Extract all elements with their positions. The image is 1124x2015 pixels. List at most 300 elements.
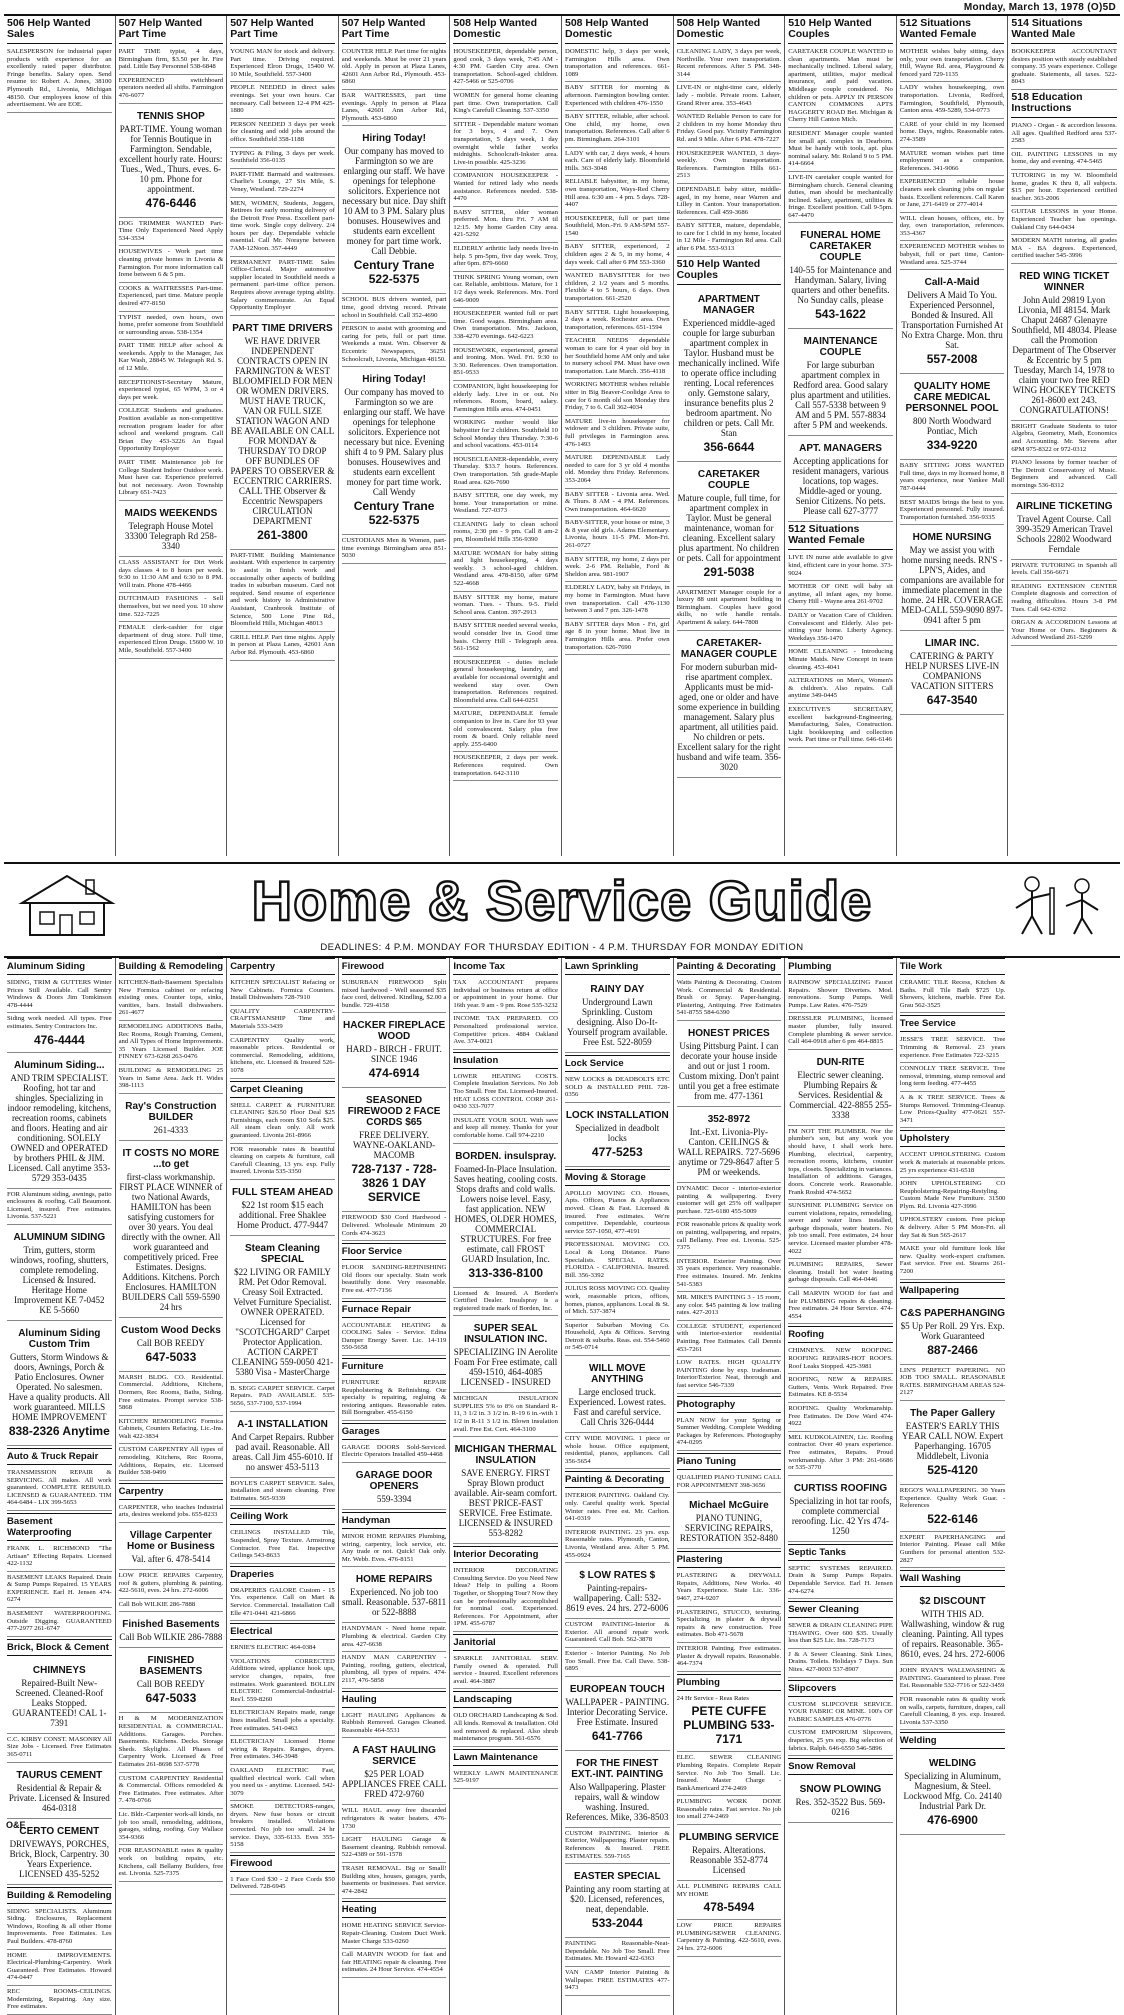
ad-text: DEPENDABLE baby sitter, middle-aged, in my home, near Warren and Lilley in Canton. Your transportation. References. Call 459-3686 (676, 185, 782, 216)
classified-ad (1011, 581, 1117, 617)
category-heading: Carpet Cleaning (230, 1081, 335, 1098)
ad-headline: Aluminum Siding Custom Trim (18, 1327, 101, 1350)
classified-ad (7, 1906, 112, 1950)
ad-headline: Steam Cleaning SPECIAL (244, 1242, 320, 1265)
classified-ad (900, 1092, 1006, 1128)
classified-ad (565, 1619, 670, 1648)
guide-column (339, 958, 451, 2015)
ad-phone: 356-6644 (703, 439, 755, 454)
classified-column (674, 16, 786, 856)
classified-ad (342, 1262, 447, 1298)
ad-text: Call BOB REEDY (136, 1337, 205, 1348)
classified-ad (119, 75, 224, 104)
ad-text: BABY SITTER, older woman preferred. Mon. thru Fri. 7 AM til 12:15. My home Garden City area. 421-5292 (453, 208, 558, 239)
ad-text: FREE DELIVERY. WAYNE-OAKLAND-MACOMB (353, 1130, 436, 1161)
ad-text: COMPANION HOUSEKEEPER - Wanted for retired lady who needs assistance. References needed. 538-4470 (453, 172, 558, 203)
ad-headline: SEASONED FIREWOOD 2 FACE CORDS $65 (347, 1095, 441, 1129)
classified-ad (342, 90, 447, 126)
classified-ad (230, 316, 335, 550)
ad-text: BABY SITTER, mature, dependable, to care for 1 child in my home, located in 12 Mile - Farmington Rd area. Call after 6 PM. 553-9313 (676, 222, 782, 253)
classified-ad (453, 1316, 558, 1393)
classified-ad (119, 1773, 224, 1809)
ad-text: HOUSEKEEPER, dependable person, good cook, 3 days week, 7:45 AM - 4:30 PM. Garden City area. Own transportation. School-aged children. 427-5466 or 525-0706 (453, 48, 558, 86)
ad-text: JOHN RYAN'S WALLWASHING & PAINTING. Guaranteed to please. Free Est. Reasonable 532-7716 or 522-3459 (899, 1667, 1006, 1690)
classified-ad (230, 1180, 335, 1236)
section-heading: 510 Help Wanted Couples (677, 257, 782, 285)
ad-text: CHIMNEYS. NEW ROOFING. ROOFING REPAIRS-HOT ROOFS. Roof Leaks Stopped. 425-3981 (788, 1347, 893, 1370)
classified-ad (342, 46, 447, 90)
category-heading: Firewood (342, 958, 447, 975)
classified-ad (453, 119, 558, 171)
classified-ad (900, 82, 1005, 118)
classified-ad (565, 517, 670, 553)
ad-headline: TAURUS CEMENT (16, 1769, 103, 1781)
ad-text: Lic. Bldr.-Carpenter work-all kinds, no job too small, remodeling, additions, garages, siding, roofing. Guy Wallace 354-9366 (118, 1810, 224, 1841)
classified-ad (453, 1565, 558, 1632)
classified-ad (119, 593, 224, 622)
ad-text: CLEANING lady to clean school rooms, 2:30 pm - 9 pm. Call 8 am-2 pm, Bloomfield Hills 356-9390 (453, 520, 558, 544)
ad-text: SIDING, TRIM & GUTTERS Winter Prices Still Available. Call Sentry Windows & Doors Jim Tomkinson 478-4444 (7, 979, 112, 1009)
ad-text: LOW PRICE REPAIRS Carpentry, roof & gutters, plumbing & painting. 422-5610, eves. 24 hrs. 272-6006 (118, 1572, 224, 1595)
ad-text: RESIDENT Manager couple wanted for small apt. complex in Dearborn. Must be handy with tools, apt. plus nominal salary. Mr. Roland 9 to 5 PM. 414-6664 (788, 129, 893, 168)
classified-ad (677, 1472, 782, 1493)
ad-text: BOYLE'S CARPET SERVICE. Sales, installation and steam cleaning. Free Estimates. 565-9339 (230, 1479, 335, 1502)
classified-ad (230, 169, 335, 198)
ad-text: INTERIOR DECORATING Consulting Service. Do you Need New Ideas? Help in pulling a Room Together, or Shopping Tour? Now they can be professionally accomplished for nominal cost. Experienced. References. For Appointment, after 1PM. 455-6787 (453, 1567, 558, 1628)
category-heading: Tile Work (900, 958, 1006, 975)
ad-text: Res. 352-3522 Bus. 569-0216 (795, 1797, 886, 1818)
ad-phone: 533-2044 (591, 1916, 643, 1931)
classified-ad (788, 1288, 893, 1324)
guide-column (450, 958, 562, 2015)
ad-text: WEEKLY LAWN MAINTENANCE 525-9197 (453, 1769, 558, 1785)
classified-ad (788, 46, 893, 128)
ad-text: $5 Up Per Roll. 29 Yrs. Exp. Work Guaranteed (900, 1320, 1005, 1341)
classified-ad (453, 1393, 558, 1437)
ad-text: LOW PRICE REPAIRS PLUMBING/SEWER CLEANING. Carpentry & Painting. 422-5610, eves. 24 hrs. 272-6006 (676, 1922, 782, 1953)
ad-text: CONNOLLY TREE SERVICE. Tree removal, trimming, stump removal and long term feeding. 477-4455 (899, 1065, 1006, 1088)
column-heading: 507 Help Wanted Part Time (119, 16, 224, 44)
ad-phone: 478-5494 (703, 1900, 755, 1915)
ad-text: TEACHER NEEDS dependable woman to care for 4 year old boy in her Southfield home AM only and take to nursery school PM. Must have own transportation. Late March. 356-4118 (564, 337, 670, 375)
ad-text: Our company has moved to Farmington so we are enlarging our staff. We have openings for telephone solicitors. Experience not necessary but nice. Day shift 10 AM to 3 PM. Salary plus bonuses. Housewives and students earn excellent money for part time work. Call Debbie. (342, 146, 446, 257)
classified-ad (119, 405, 224, 457)
ad-text: SEWER & DRAIN CLEANING PIPE THAWING. Over 600 $35. Usually less than $25 Lic. Ins. 728-7173 (788, 1622, 893, 1645)
classified-ad (342, 1834, 447, 1863)
ad-text: INTERIOR PAINTING. Oakland Cty. only. Careful quality work. Special Winter rates. Free est. Mr. Carlton. 641-0319 (564, 1492, 670, 1523)
classified-ad (900, 148, 1005, 177)
ad-headline: MICHIGAN THERMAL INSULATION (454, 1444, 557, 1467)
classified-ad (565, 1074, 670, 1103)
category-heading: Handyman (342, 1512, 447, 1529)
ad-text: YOUNG MAN for stock and delivery. Part time. Driving required. Experienced Elron Drugs, 15400 W. 10 Mile, Southfield. 557-3400 (230, 48, 335, 78)
classified-ad (565, 46, 670, 82)
classified-ad (230, 1707, 335, 1736)
ad-text: Delivers A Maid To You. Experienced Personnel, Bonded & Insured. All Transportation Furnished At No Extra Charge. Mon. thru Sat. (901, 290, 1003, 351)
classified-ad (677, 46, 782, 82)
classified-ad (565, 148, 670, 177)
ad-text: PAINTING Reasonable-Neat-Dependable. No Job Too Small. Free Estimates. Mr. Howard 422-6363 (564, 1940, 670, 1963)
ad-text: BRIGHT Graduate Students to tutor Algebra, Geometry, Math, Economics and Accounting. Mr. Stevens after 6PM 975-8322 or 972-0312 (1011, 422, 1117, 453)
ad-text: For large suburban apartment complex in Redford area. Good salary plus apartment and utilities. Call 557-5338 between 9 AM and 5 PM. 557-8834 after 5 PM and weekends. (790, 360, 891, 431)
classified-ad (788, 1259, 893, 1288)
classified-ad (565, 379, 670, 415)
classified-ad (900, 497, 1005, 526)
classified-ad (230, 119, 335, 148)
ad-text: ELEC. SEWER CLEANING Plumbing Repairs. Complete Repair Service. No Job Too Small. Lic. Insured. Master Charge - BankAmericard 274-2469 (676, 1754, 782, 1792)
ad-text: Painting-repairs-wallpapering. Call: 532-8619 eves. 24 hrs. 272-6006 (566, 1583, 669, 1614)
classified-ad (900, 631, 1005, 715)
classified-ad (677, 220, 782, 256)
classified-ad (677, 1693, 782, 1753)
classified-ad (342, 1738, 447, 1805)
ad-text: 261-4333 (153, 1124, 189, 1135)
classified-ad (900, 1589, 1006, 1665)
classified-ad (677, 1752, 782, 1796)
ad-headline: PLUMBING SERVICE (678, 1832, 779, 1844)
classified-ad (230, 1585, 335, 1621)
classified-ad (119, 1094, 224, 1141)
classified-ad (788, 552, 893, 581)
category-heading: Lock Service (565, 1055, 670, 1072)
ad-phone: 557-2008 (926, 352, 978, 367)
ad-text: ALTERATIONS on Men's, Women's & children's. Also repairs. Call anytime 349-0445 (788, 677, 893, 700)
classified-ad (119, 1648, 224, 1713)
ad-text: Repaired-Built New-Screened. Cleaned-Roof Leaks Stopped. GUARANTEED! CAL 1-7391 (12, 1677, 107, 1728)
column-heading: 507 Help Wanted Part Time (230, 16, 335, 44)
classified-ad (677, 977, 782, 1021)
classified-ad (453, 752, 558, 781)
ad-text: FOR reasonable rates & beautiful cleaning on carpets & furniture, call Carefull Cleaning, 13 yrs. exp. Fully insured. Livonia 535-3350 (230, 1145, 335, 1176)
ad-text: RECEPTIONIST-Secretary Mature, experienced typist, 65 WPM, 3 or 4 days per week. (118, 378, 224, 401)
ad-text: Travel Agent Course. Call 399-3529 American Travel Schools 22802 Woodward Ferndale (1015, 513, 1113, 554)
classified-column (562, 16, 674, 856)
classified-ad (788, 436, 893, 522)
banner-title: Home & Service Guide (251, 869, 873, 932)
classified-ad (230, 46, 335, 82)
classified-ad (342, 1949, 447, 1978)
ad-text: WORKING MOTHER wishes reliable sitter in Big Beaver-Coolidge Area to care for 6 month old son Monday thru Friday, 7 to 6. Call 362-4034 (564, 381, 670, 412)
ad-text: INTERIOR PAINTING. 23 yrs. exp. Reasonable rates. Plymouth, Canton, Livonia, Westland area. After 5 PM. 455-0924 (564, 1528, 670, 1559)
category-heading: Sewer Cleaning (788, 1601, 893, 1618)
classified-ad (230, 1874, 335, 1895)
classified-ad (565, 1433, 670, 1469)
ad-phone: 474-6914 (368, 1066, 420, 1081)
ad-text: FRANK L. RICHMOND "The Artisan" Effecting Repairs. Licensed 422-1132 (7, 1544, 112, 1568)
classified-ad (677, 1415, 782, 1451)
ad-text: CUSTOM EMPORIUM Slipcovers, draperies, 25 yrs exp. Big selection of fabrics. Ralph. 646-6550 546-5896 (788, 1729, 893, 1752)
classified-ad (7, 1467, 112, 1511)
classified-ad (677, 631, 782, 778)
ad-text: LIN'S PERFECT PAPERING. NO JOB TOO SMALL. REASONABLE RATES. BIRMINGHAM AREAS 524-2127 (899, 1366, 1006, 1397)
classified-ad (677, 1292, 782, 1321)
classified-ad (342, 367, 447, 535)
ad-text: COMPANION, light housekeeping for elderly lady. Live in or out. No references. Room, board, salary. Farmington Hills area. 474-0451 (453, 382, 558, 413)
ad-text: BASEMENT WATERPROOFING. Outside Digging. GUARANTEED 477-2977 261-6747 (7, 1610, 112, 1633)
guide-column (227, 958, 339, 2015)
classified-ad (565, 1828, 670, 1864)
classified-ad (342, 1088, 447, 1212)
classified-ad (342, 535, 447, 564)
ad-text: Also Wallpapering. Plaster repairs, wall & window washing. Insured. References. Mike, 336-8503 (566, 1781, 669, 1822)
ad-headline: CARETAKER COUPLE (697, 468, 760, 491)
ad-text: For modern suburban mid-rise apartment complex. Applicants must be mid-aged, one or older and have some experience in building management. Salary plus apartment, all utilities paid. No children or pets. Excellent salary for the right husband and wife team. 356-3020 (676, 661, 781, 772)
ad-text: 559-3394 (376, 1494, 412, 1505)
column-heading: 514 Situations Wanted Male (1011, 16, 1117, 44)
classified-ad (677, 1321, 782, 1357)
classified-ad (565, 489, 670, 518)
classified-ad (1011, 617, 1117, 646)
ad-text: Painting any room starting at $20. Licensed, references, neat, dependable. (565, 1884, 670, 1915)
ad-text: INTERIOR. Exterior Painting. Over 35 years experience. Very reasonable. Free estimates. Insured. Mr. Jenkins 541-5383 (676, 1257, 782, 1288)
ad-text: And Carpet Repairs. Rubber pad avail. Reasonable. All areas. Call Jim 455-6010. If no answer 453-5113 (231, 1431, 334, 1472)
column-heading: 508 Help Wanted Domestic (453, 16, 558, 44)
classified-ad (677, 1920, 782, 1956)
section-code: (O)5D (1087, 2, 1116, 13)
ad-headline: C&S PAPERHANGING (900, 1307, 1005, 1319)
ad-phone: 647-3540 (926, 693, 978, 708)
ad-text: PERSON NEEDED 3 days per week for cleaning and odd jobs around the office. Southfield 358-1188 (230, 120, 335, 143)
classified-ad (677, 1357, 782, 1393)
classified-ad (453, 46, 558, 90)
ad-text: HANDYMAN - Need home repair. Plumbing & electrical. Garden City area. 427-6638 (341, 1625, 447, 1648)
classified-ad (900, 270, 1005, 374)
ad-text: CLEANING LADY, 3 days per week, Northville. Your own transportation. Recent references. After 5 PM. 348-3144 (676, 48, 782, 78)
ad-text: Underground Lawn Sprinkling. Custom designing. Also Do-It-Yourself program available. Free Est. 522-8059 (567, 997, 668, 1047)
ad-text: CUSTOM PAINTING-Interior & Exterior. All around repair work. Guaranteed. Call Bob. 562-3878 (564, 1621, 670, 1644)
ad-text: MR. MIKE'S PAINTING 3 - 15 room, any color. $45 painting & low trailing rates. 427-2013 (676, 1294, 782, 1317)
ad-text: VAN CAMP Interior Painting & Wallpaper. FREE ESTIMATES 477-9473 (564, 1968, 670, 1992)
ad-text: EXPERIENCED switchboard operators needed all shifts. Farmington 476-6077 (118, 76, 224, 99)
ad-phone: 334-9220 (926, 438, 978, 453)
classified-ad (230, 1006, 335, 1035)
ad-headline: MAINTENANCE COUPLE (803, 336, 878, 359)
section-heading: 512 Situations Wanted Female (788, 522, 893, 550)
classified-ad (788, 646, 893, 675)
classified-ad (342, 1013, 447, 1088)
classified-ad (230, 82, 335, 118)
classified-ad (453, 1013, 558, 1049)
ad-text: HOUSEWORK, experienced, general and ironing. Mon. Wed. Fri. 9:30 to 3:30. References. Own transportation. 851-9533 (453, 346, 558, 377)
ad-text: $25 PER LOAD APPLIANCES FREE CALL FRED 472-9760 (341, 1769, 447, 1800)
ad-text: PLAN NOW for your Spring or Summer Wedding. Complete Wedding Packages by References. Photography 474-0295 (676, 1416, 782, 1447)
ad-headline: Call-A-Maid (924, 277, 980, 289)
ad-text: $22 1st room $15 each additional. Free Shaklee Home Product. 477-9447 (236, 1199, 329, 1230)
classified-ad (119, 501, 224, 557)
ad-text: CUSTOM SLIPCOVER SERVICE. YOUR FABRIC OR MINE. 100's OF FABRIC SAMPLES 476-0776 (788, 1700, 893, 1723)
classified-ad (677, 111, 782, 147)
classified-ad (453, 1288, 558, 1317)
classified-ad (7, 1321, 112, 1446)
classified-ad (788, 704, 893, 748)
ad-headline: HACKER FIREPLACE WOOD (342, 1020, 446, 1043)
classified-ad (119, 1523, 224, 1570)
ad-headline: Custom Wood Decks (120, 1324, 221, 1336)
classified-ad (230, 1642, 335, 1656)
classified-ad (900, 46, 1005, 82)
classified-ad (119, 377, 224, 406)
ad-text: MARSH BLDG. CO. Residential. Commercial. Additions, Kitchens, Dormers, Rec Rooms, Baths, Siding. Free estimates. Prompt service 538-5868 (118, 1373, 224, 1412)
ad-text: CLASS ASSISTANT for Dirt Work days classes 4 to 8 hours per week. 9:30 to 11:30 AM and 6:30 to 8 PM. Will train. Phone 478-4466 (118, 558, 224, 589)
ad-text: DOMESTIC help, 3 days per week, Farmington Hills area. Own transportation and references. 661-1089 (564, 48, 670, 78)
ad-headline: $ LOW RATES $ (579, 1570, 656, 1582)
classified-ad (900, 176, 1005, 212)
classified-ad (453, 708, 558, 752)
category-heading: Snow Removal (788, 1758, 893, 1775)
ad-text: FOR Aluminum siding, awnings, patio enclosures & roofing. Call Beaumont. Licensed, insured. Free estimates. Livonia. 537-5221 (7, 1190, 112, 1221)
classified-ad (453, 1115, 558, 1144)
ad-text: THINK SPRING Young woman, own car. Reliable, ambitious. Mature, for 1 1/2 days week. References. Mrs. Ford 646-9009 (453, 273, 558, 304)
ad-text: Call Bob WILKIE 286-7888 (119, 1632, 223, 1643)
classified-ad (453, 1144, 558, 1288)
classified-ad (342, 977, 447, 1013)
ad-text: KITCHEN REMODELING Formica Cabinets, Counters Refacing. Lic.-Ins. Walt 422-3834 (118, 1417, 224, 1440)
classified-ad (7, 1053, 112, 1189)
ad-text: HOME IMPROVEMENTS. Electrical-Plumbing-Carpentry. Work Guaranteed. Free Estimates. Howard 474-0447 (7, 1951, 112, 1982)
classified-ad (342, 1463, 447, 1510)
ad-phone: 728-7137 - 728-3826 1 DAY SERVICE (351, 1162, 437, 1205)
ad-text: WE HAVE DRIVER INDEPENDENT CONTRACTS OPEN IN FARMINGTON & WEST BLOOMFIELD FOR MEN OR WOMEN DRIVERS. MUST HAVE TRUCK, VAN OR FULL SIZE STATION WAGON AND BE AVAILABLE ON CALL FOR MONDAY & THURSDAY TO DROP OFF BUNDLES OF PAPERS TO OBSERVER & ECCENTRIC CARRIERS. CALL THE Observer & Eccentric Newspapers CIRCULATION DEPARTMENT (230, 335, 335, 526)
ad-headline: RAINY DAY (590, 984, 645, 995)
classified-column (1008, 16, 1120, 856)
classified-ad (7, 1013, 112, 1052)
classified-ad (230, 1412, 335, 1478)
ad-phone: 476-4444 (33, 1032, 85, 1047)
classified-ad (788, 977, 893, 1013)
classified-ad (230, 1100, 335, 1144)
ad-text: ACCENT UPHOLSTERING. Custom work & materials at reasonable prices. 25 yrs experience 431-6518 (899, 1151, 1006, 1174)
ad-text: READING EXTENSION CENTER Complete diagnosis and correction of reading difficulties. Hours 3-8 PM Tues. Call 642-6392 (1011, 582, 1117, 613)
classified-ad (119, 1502, 224, 1523)
ad-headline: EUROPEAN TOUCH (569, 1683, 665, 1695)
classified-ad (788, 1432, 893, 1476)
ad-text: INCOME TAX PREPARED. CO Personalized professional service. Competitive prices. 4884 Oakland Ave. 374-0021 (453, 1015, 558, 1046)
classified-ad (119, 457, 224, 501)
category-heading: Lawn Maintenance (453, 1749, 558, 1766)
ad-text: JESSE'S TREE SERVICE. Tree Trimming & Removal. 23 years experience. Free Estimates 722-3215 (899, 1036, 1006, 1059)
ad-headline: APARTMENT MANAGER (697, 293, 760, 316)
classified-ad (342, 1863, 447, 1899)
ad-text: Specializing in Aluminum, Magnesium, & Steel. Lockwood Mfg. Co. 24140 Industrial Park Dr. (903, 1771, 1002, 1812)
classified-ad (7, 1950, 112, 1986)
ad-headline: FULL STEAM AHEAD (231, 1186, 334, 1198)
classified-ad (565, 1320, 670, 1356)
ad-text: PART-TIME Building Maintenance assistant. With experience in carpentry to assist in finish work and occasionally other aspects of building trades in suburban museum. Card not required. Send resume of experience and work history to Administrative Assistant, Cranbrook Institute of Science, 500 Lone Pine Rd., Bloomfield Hills, Michigan 48013 (230, 551, 335, 628)
classified-ad (677, 287, 782, 462)
classified-ad (677, 462, 782, 587)
ad-text: SIDING SPECIALISTS. Aluminum Siding. Enclosures, Replacement Windows, Roofing & all other Home Improvements. Free Estimates. Les Paul Builders. 478-8760 (7, 1907, 112, 1945)
ad-text: HOUSEKEEPER WANTED, 3 days-weekly. Own transportation. References. Farmington Hills 661-2513 (676, 149, 782, 180)
ad-text: BABY SITTER, experienced, 2 children ages 2 & 5, in my home, 4 days week. Call after 6 PM 553-3360 (564, 243, 670, 266)
ad-headline: EASTER SPECIAL (573, 1871, 661, 1883)
classified-ad (453, 90, 558, 119)
classified-ad (7, 1658, 112, 1734)
category-heading: Septic Tanks (788, 1544, 893, 1561)
ad-headline: RED WING TICKET WINNER (1019, 270, 1110, 293)
ad-text: COLLEGE STUDENT, experienced with interior-exterior residential Painting. Free Estimates. Call Dennis 453-7261 (676, 1322, 782, 1353)
classified-ad (1011, 149, 1117, 170)
classified-ad (342, 1320, 447, 1356)
ad-text: TRASH REMOVAL. Big or Small! Building sites, houses, garages, yards, basements or businesses. Fast service. 474-2842 (341, 1864, 447, 1895)
ad-text: LIVE-IN caretaker couple wanted for Birmingham church. General cleaning duties, man should be mechanically inclined. Salary, apartment, utilities & fringe. Excellent position. Call 9-5pm. 647-4470 (788, 173, 893, 219)
classified-ad (788, 1777, 893, 1823)
ad-text: Foamed-In-Place Insulation. Saves heating, cooling costs. Stops drafts and cold walls. Lowers noise level. Easy, fast application. NEW HOMES, OLDER HOMES, COMMERCIAL STRUCTURES. For free estimate, call FROST GUARD Insulation, Inc. (453, 1163, 558, 1264)
ad-text: LADY with car, 2 days week, 4 hours each. Care of elderly lady. Bloomfield Hills. 363-3048 (564, 149, 670, 172)
classified-column (4, 16, 116, 856)
ad-text: APOLLO MOVING CO. Houses, Apts. Offices, Pianos & Appliances moved. Clean & Fast. Licensed & insured. Free estimates. We're competitive. Dependable, courteous service 557-1050, 477-4191 (564, 1189, 670, 1235)
classified-ad (900, 1532, 1006, 1568)
ad-text: CEILINGS INSTALLED Tile, Suspended, Spray Texture. Armstrong Contractor. Free Est. Inspective Ceilings 543-8633 (230, 1529, 335, 1560)
classified-ad (565, 1751, 670, 1828)
classified-ad (119, 1599, 224, 1613)
classified-ad (900, 213, 1005, 242)
ad-text: BABY-SITTER, your house or mine, 3 & 8 year old girls. Adams Elementary. Livonia, hours 11-5 PM. Mon-Fri. 261-0727 (564, 519, 670, 550)
ad-text: MOTHER wishes baby sitting, days only, your own transportation. Cherry Hill, Wayne Rd. area, Playground & fenced yard 729-1135 (899, 48, 1005, 78)
classified-ad (788, 1620, 893, 1649)
classified-ad (119, 1416, 224, 1445)
classified-ad (119, 104, 224, 218)
classified-ad (230, 1144, 335, 1180)
category-heading: Carpentry (230, 958, 335, 975)
classified-ad (230, 1765, 335, 1801)
ad-text: DAILY or Vacation Care of Children. Convalescent and Elderly. Also pet-sitting your home. Liberty Agency. Weekdays 356-1470 (788, 612, 893, 642)
ad-headline: HOME NURSING (912, 532, 992, 544)
classified-ad (677, 1219, 782, 1255)
ad-text: HOUSEKEEPER - duties include general housekeeping, laundry, and available for occasional overnight and weekend stay over. Own transportation. References required. Bloomfield area. Call 644-0251 (453, 658, 558, 704)
classified-ad (565, 1356, 670, 1433)
classified-ad (342, 1652, 447, 1688)
classified-ad (453, 170, 558, 206)
ad-text: EXPERIENCED reliable house cleaners seek cleaning jobs on regular basis. Excellent references. Call Karen or Jane, 271-6419 or 277-4014 (899, 178, 1005, 209)
ad-text: JULIUS ROSS MOVING CO. Quality work, reasonable prices, offices, homes, pianos, appliances. Local & St. of Mich. 537-3874 (564, 1285, 670, 1316)
ad-text: PROFESSIONAL MOVING CO. Local & Long Distance. Piano Specialists. SPECIAL RATES. FLORIDA - CALIFORNIA. Insured. Bill. 356-3392 (564, 1241, 670, 1279)
ad-text: PLUMBING WORK DONE Reasonable rates. Fast service. No job too small 274-2469 (676, 1798, 782, 1821)
ad-headline: CURTISS ROOFING (793, 1482, 888, 1494)
ad-headline: Hiring Today! (362, 374, 426, 386)
category-heading: Upholstery (900, 1130, 1006, 1147)
category-heading: Ceiling Work (230, 1508, 335, 1525)
classified-ad (7, 1763, 112, 1819)
ad-phone: 543-1622 (815, 307, 866, 322)
classified-ad (119, 1141, 224, 1318)
ad-text: BABY SITTER, my home, 2 days per week. 2-6 PM. Reliable, Ford & Sheldon area. 981-1907 (564, 555, 670, 578)
ad-text: A & K TREE SERVICE. Trees & Stumps Removed. Trimming-Cleanup. Low Prices-Quality 477-0621 557-3471 (899, 1093, 1006, 1124)
ad-text: PART-TIME. Young woman for Tennis Boutique in Farmington. Sendable, excellent hourly rate. Hours: Tues., Wed., Thurs. eves. 6-10 pm. Phone for appointment. (119, 123, 223, 194)
ad-phone: 477-5253 (591, 1144, 643, 1159)
guide-column (897, 958, 1009, 2015)
classified-ad (677, 587, 782, 631)
classified-ad (230, 550, 335, 632)
classified-ad (900, 1214, 1006, 1243)
ad-text: Accepting applications for resident managers, various locations, top wages. Middle-aged or young. Senior Citizens. No pets. Please call 627-3777 (792, 456, 889, 517)
ad-text: Our company has moved to Farmington so we are enlarging our staff. We have openings for telephone solicitors. Experience not necessary but nice. Evening shift 4 to 9 PM. Salary plus bonuses. Housewives and students earn excellent money for part time work. Call Wendy (343, 387, 445, 498)
ad-text: GRILL HELP. Part time nights. Apply in person at Plaza Lanes, 42601 Ann Arbor Rd. Plymouth. 453-6860 (230, 633, 335, 656)
classified-ad (7, 46, 112, 113)
classified-ad (677, 1256, 782, 1292)
ad-headline: Hiring Today! (362, 133, 426, 145)
ad-text: TUTORING in my W. Bloomfield home, grades K thru 8, all subjects. $15 per hour. Experienced certified teacher. 363-2006 (1011, 171, 1117, 202)
classified-ad (119, 977, 224, 1021)
category-heading: Draperies (230, 1566, 335, 1583)
ad-text: CUSTOM PAINTING. Interior & Exterior, Wallpapering. Plaster repairs. References & Insured. FREE ESTIMATES. 559-7165 (564, 1829, 670, 1860)
classified-ad (788, 1649, 893, 1678)
classified-ad (677, 1183, 782, 1219)
classified-ad (7, 1572, 112, 1608)
classified-ad (7, 1543, 112, 1572)
ad-text: FOR REASONABLE rates & quality work on building repairs, etc. Kitchens, call Bellamy Builders, free est. Livonia. 525-7375 (118, 1847, 224, 1878)
ad-text: PLASTERING, STUCCO, texturing. Specializing in plaster & drywall repairs & new construction. Free estimates. Bob 471-5678 (676, 1608, 782, 1639)
ad-text: 800 North Woodward Pontiac, Mich (913, 416, 992, 437)
